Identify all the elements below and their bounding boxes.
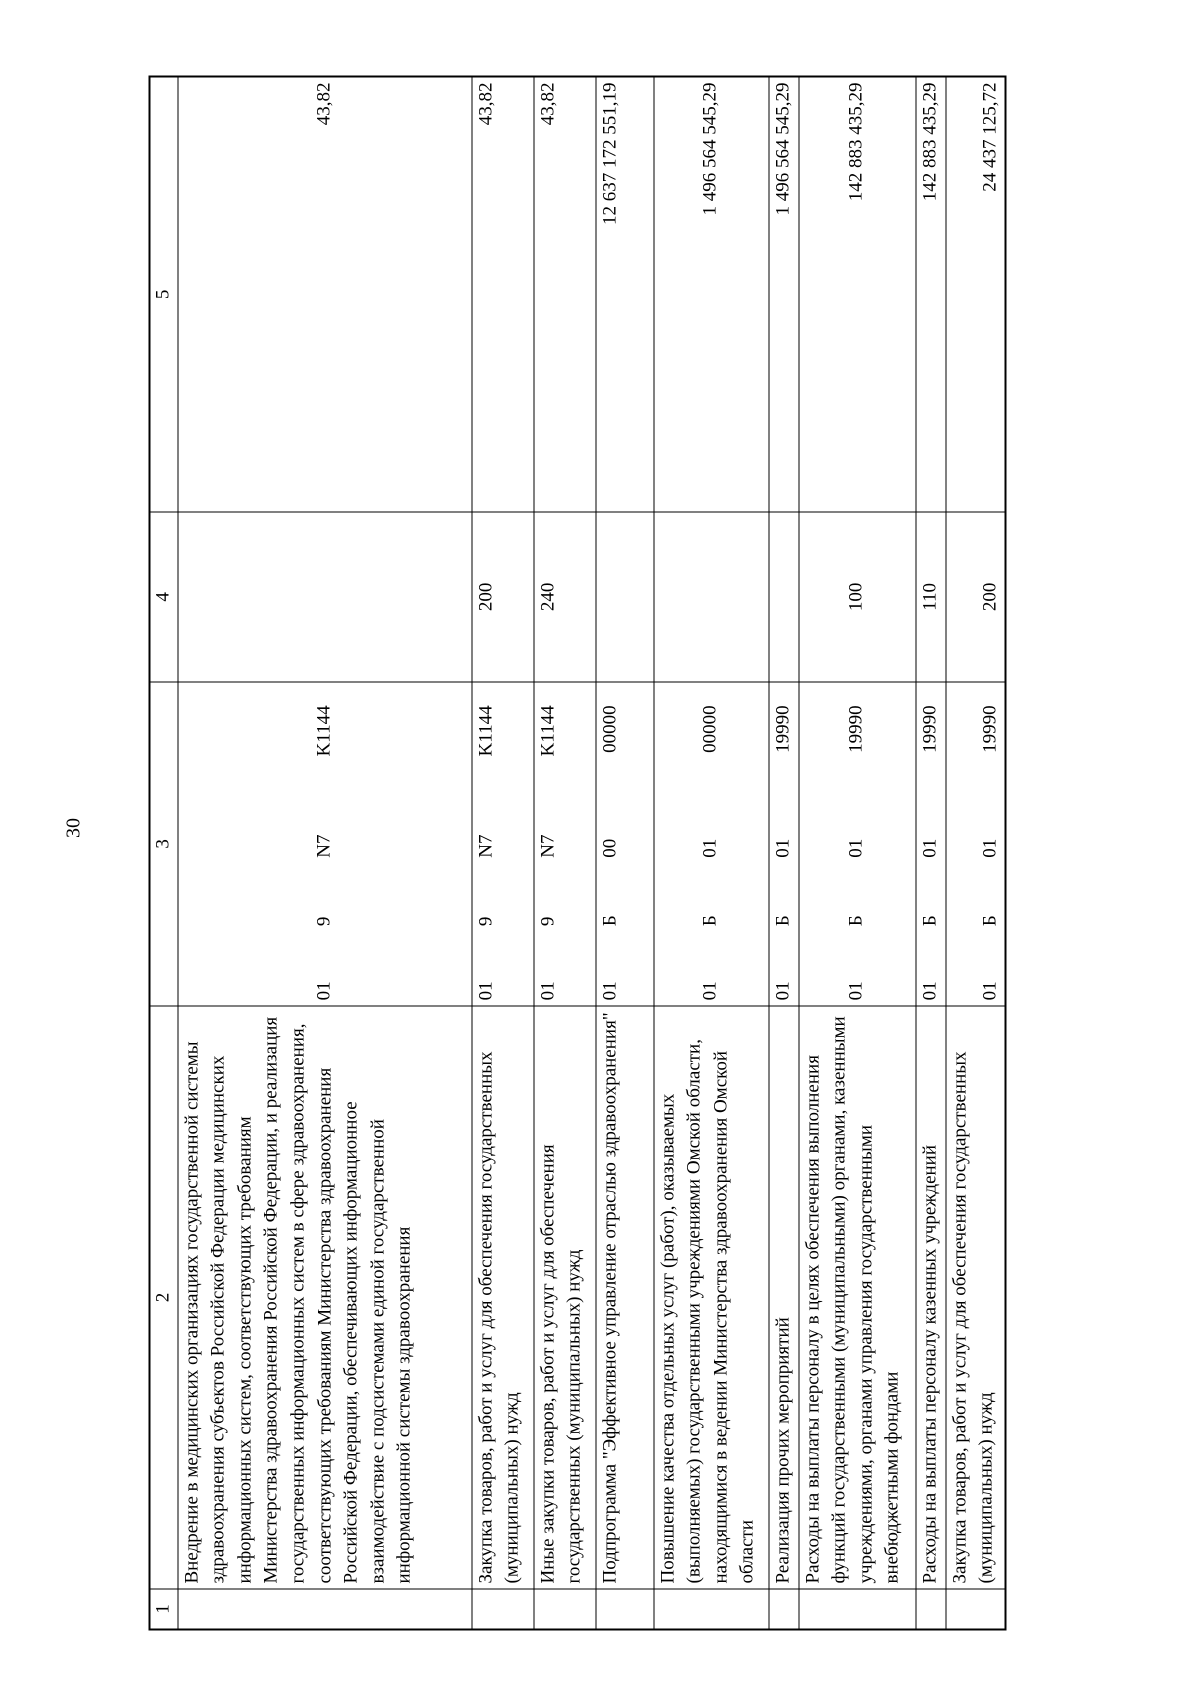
target-article-code-cell: [534, 682, 596, 1006]
target-article-code-cell: [769, 682, 799, 1006]
code-part: 01: [599, 981, 621, 1001]
expense-type-cell: [654, 512, 769, 682]
amount-cell: 43,82: [472, 77, 534, 512]
amount-cell: 142 883 435,29: [916, 77, 946, 512]
item-name-cell: Расходы на выплаты персоналу в целях обеспечения выполнения функций государственными (муниципальными) органами, казенными учреждениями, органами управления государственными внебюджетными фондами: [799, 1006, 916, 1589]
target-article-code-cell: [946, 682, 1006, 1006]
code-part: K1144: [475, 705, 497, 757]
amount-cell: 1 496 564 545,29: [654, 77, 769, 512]
code-part: 00000: [599, 705, 621, 753]
code-part: 01: [772, 981, 794, 1001]
code-part: N7: [537, 834, 559, 858]
table-row: [472, 77, 534, 1630]
code-part: K1144: [313, 705, 335, 757]
item-name-cell: Закупка товаров, работ и услуг для обеспечения государственных (муниципальных) нужд: [946, 1006, 1006, 1589]
column-header: 5: [150, 77, 178, 512]
table-row: [799, 77, 916, 1630]
code-group: [597, 687, 624, 1000]
column-header: 4: [150, 512, 178, 682]
target-article-code-cell: [799, 682, 916, 1006]
code-part: 01: [537, 981, 559, 1001]
code-part: Б: [699, 915, 721, 927]
table-row: [596, 77, 654, 1630]
code-part: 19990: [919, 705, 941, 753]
code-part: 01: [699, 981, 721, 1001]
row-number-cell: [799, 1589, 916, 1630]
code-group: [977, 687, 1004, 1000]
expense-type-cell: 110: [916, 512, 946, 682]
table-row: [654, 77, 769, 1630]
amount-cell: 12 637 172 551,19: [596, 77, 654, 512]
code-group: [917, 687, 944, 1000]
row-number-cell: [769, 1589, 799, 1630]
budget-table: [149, 76, 1007, 1631]
amount-cell: 24 437 125,72: [946, 77, 1006, 512]
code-part: 01: [475, 981, 497, 1001]
amount-cell: 43,82: [534, 77, 596, 512]
code-part: N7: [475, 834, 497, 858]
item-name-cell: Иные закупки товаров, работ и услуг для обеспечения государственных (муниципальных) нужд: [534, 1006, 596, 1589]
expense-type-cell: [178, 512, 472, 682]
code-part: 19990: [845, 705, 867, 753]
code-part: 01: [919, 981, 941, 1001]
code-part: Б: [599, 915, 621, 927]
item-name-cell: Повышение качества отдельных услуг (работ), оказываемых (выполняемых) государственными учреждениями Омской области, находящимися в ведении Министерства здравоохранения Омской области: [654, 1006, 769, 1589]
code-group: [844, 687, 871, 1000]
table-row: [769, 77, 799, 1630]
code-part: 01: [699, 838, 721, 858]
code-part: 00000: [699, 705, 721, 753]
code-part: N7: [313, 834, 335, 858]
code-part: 01: [845, 838, 867, 858]
code-part: 01: [313, 981, 335, 1001]
code-part: Б: [845, 915, 867, 927]
expense-type-cell: [596, 512, 654, 682]
code-group: [770, 687, 797, 1000]
code-group: [535, 687, 562, 1000]
row-number-cell: [916, 1589, 946, 1630]
budget-table-sheet: [149, 76, 1074, 1631]
table-row: [916, 77, 946, 1630]
expense-type-cell: 200: [946, 512, 1006, 682]
target-article-code-cell: [596, 682, 654, 1006]
code-part: Б: [979, 915, 1000, 927]
code-group: [473, 687, 500, 1000]
amount-cell: 43,82: [178, 77, 472, 512]
amount-cell: 142 883 435,29: [799, 77, 916, 512]
table-row: [534, 77, 596, 1630]
expense-type-cell: 100: [799, 512, 916, 682]
expense-type-cell: 200: [472, 512, 534, 682]
item-name-cell: Подпрограмма "Эффективное управление отраслью здравоохранения": [596, 1006, 654, 1589]
column-header: 1: [150, 1589, 178, 1630]
code-part: 9: [537, 916, 559, 927]
code-part: 00: [599, 838, 621, 858]
column-header: 3: [150, 682, 178, 1006]
row-number-cell: [596, 1589, 654, 1630]
code-group: [698, 687, 725, 1000]
item-name-cell: Закупка товаров, работ и услуг для обеспечения государственных (муниципальных) нужд: [472, 1006, 534, 1589]
code-part: 9: [475, 916, 497, 927]
row-number-cell: [946, 1589, 1006, 1630]
row-number-cell: [534, 1589, 596, 1630]
row-number-cell: [178, 1589, 472, 1630]
expense-type-cell: [769, 512, 799, 682]
item-name-cell: Расходы на выплаты персоналу казенных учреждений: [916, 1006, 946, 1589]
expense-type-cell: 240: [534, 512, 596, 682]
table-row: [946, 77, 1006, 1630]
code-part: 01: [919, 838, 941, 858]
target-article-code-cell: [654, 682, 769, 1006]
code-part: 9: [313, 916, 335, 927]
column-number-header-row: [150, 77, 178, 1630]
code-part: K1144: [537, 705, 559, 757]
code-part: 01: [772, 838, 794, 858]
row-number-cell: [472, 1589, 534, 1630]
table-row: [178, 77, 472, 1630]
code-part: Б: [772, 915, 794, 927]
target-article-code-cell: [472, 682, 534, 1006]
code-part: 01: [979, 981, 1000, 1001]
item-name-cell: Внедрение в медицинских организациях государственной системы здравоохранения субъектов Российской Федерации медицинских информационных систем, соответствующих требованиям Министерства здравоохранения Российской Федерации, и реализация государственных информационных систем в сфере здравоохранения, соответствующих требованиям Министерства здравоохранения Российской Федерации, обеспечивающих информационное взаимодействие с подсистемами единой государственной информационной системы здравоохранения: [178, 1006, 472, 1589]
code-part: 01: [979, 838, 1000, 858]
amount-cell: 1 496 564 545,29: [769, 77, 799, 512]
target-article-code-cell: [916, 682, 946, 1006]
page-number: 30: [62, 818, 85, 838]
row-number-cell: [654, 1589, 769, 1630]
code-part: Б: [919, 915, 941, 927]
code-part: 01: [845, 981, 867, 1001]
column-header: 2: [150, 1006, 178, 1589]
code-group: [311, 687, 338, 1000]
target-article-code-cell: [178, 682, 472, 1006]
code-part: 19990: [772, 705, 794, 753]
item-name-cell: Реализация прочих мероприятий: [769, 1006, 799, 1589]
budget-table-body: [150, 77, 1006, 1630]
code-part: 19990: [979, 705, 1000, 753]
